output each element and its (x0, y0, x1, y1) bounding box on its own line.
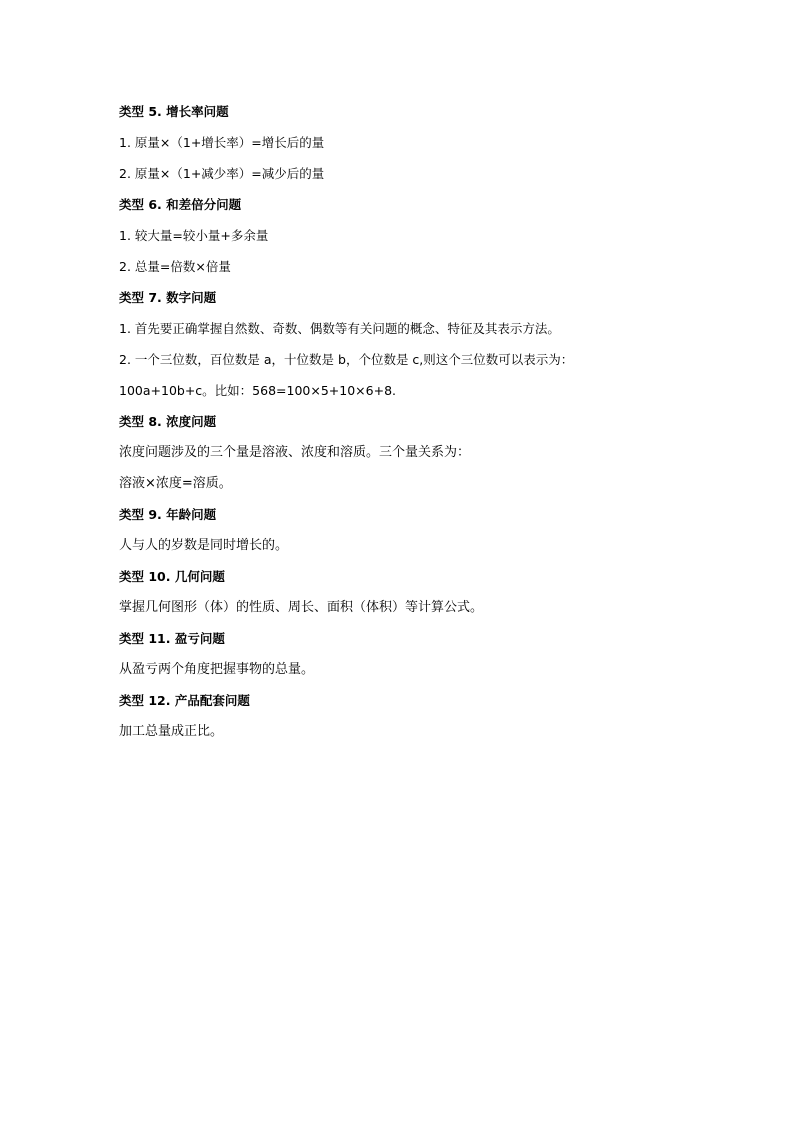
paragraph-line: 掌握几何图形（体）的性质、周长、面积（体积）等计算公式。 (119, 600, 484, 615)
paragraph-line: 1. 较大量=较小量+多余量 (119, 228, 269, 243)
paragraph-line: 2. 原量×（1+减少率）=减少后的量 (119, 166, 325, 181)
section-heading-type-7: 类型 7. 数字问题 (119, 290, 217, 305)
paragraph-line: 1. 首先要正确掌握自然数、奇数、偶数等有关问题的概念、特征及其表示方法。 (119, 321, 560, 336)
section-heading-type-10: 类型 10. 几何问题 (119, 569, 225, 584)
paragraph-line: 2. 一个三位数，百位数是 a，十位数是 b，个位数是 c,则这个三位数可以表示为： (119, 352, 574, 367)
section-heading-type-5: 类型 5. 增长率问题 (119, 104, 229, 119)
paragraph-line: 100a+10b+c。比如：568=100×5+10×6+8. (119, 383, 397, 398)
paragraph-line: 1. 原量×（1+增长率）=增长后的量 (119, 135, 325, 150)
paragraph-line: 2. 总量=倍数×倍量 (119, 259, 231, 274)
paragraph-line: 人与人的岁数是同时增长的。 (119, 538, 289, 553)
paragraph-line: 溶液×浓度=溶质。 (119, 476, 232, 491)
section-heading-type-12: 类型 12. 产品配套问题 (119, 693, 250, 708)
section-heading-type-8: 类型 8. 浓度问题 (119, 414, 217, 429)
paragraph-line: 浓度问题涉及的三个量是溶液、浓度和溶质。三个量关系为： (119, 445, 471, 460)
paragraph-line: 从盈亏两个角度把握事物的总量。 (119, 662, 315, 677)
document-body (119, 102, 679, 753)
section-heading-type-6: 类型 6. 和差倍分问题 (119, 197, 242, 212)
section-heading-type-11: 类型 11. 盈亏问题 (119, 631, 225, 646)
section-heading-type-9: 类型 9. 年龄问题 (119, 507, 217, 522)
paragraph-line: 加工总量成正比。 (119, 724, 224, 739)
